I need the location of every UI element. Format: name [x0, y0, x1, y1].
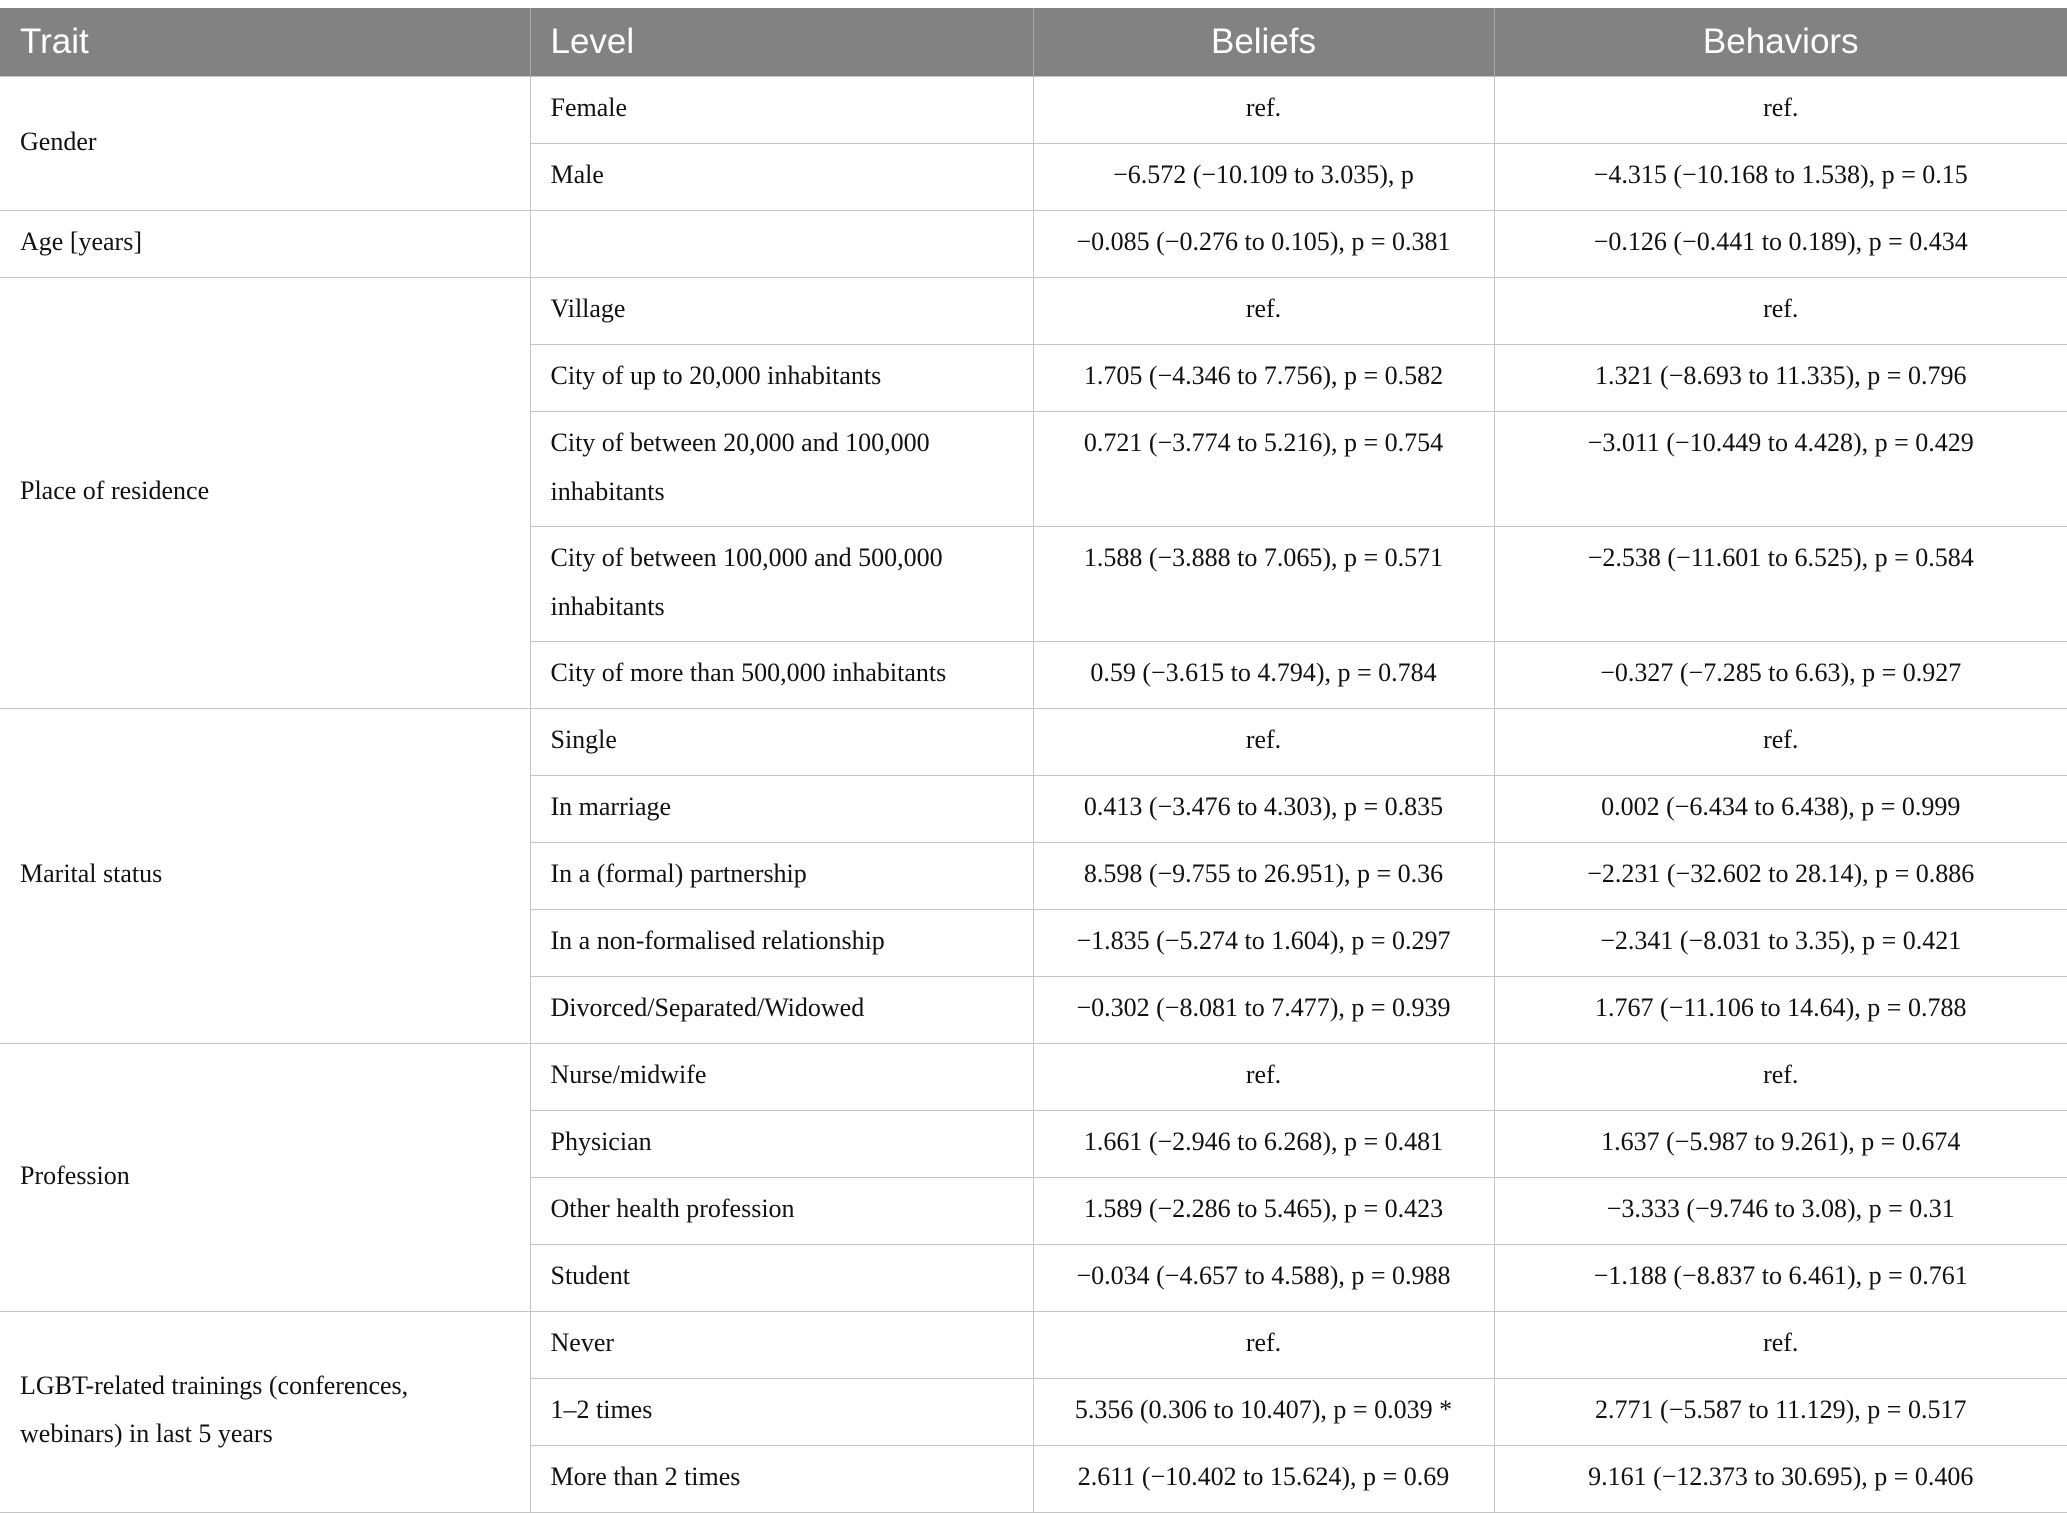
level-cell: City of up to 20,000 inhabitants [530, 345, 1033, 412]
behaviors-cell: 1.637 (−5.987 to 9.261), p = 0.674 [1494, 1111, 2067, 1178]
table-header-row [0, 8, 2067, 77]
beliefs-cell: 1.588 (−3.888 to 7.065), p = 0.571 [1033, 527, 1494, 642]
beliefs-cell: 1.705 (−4.346 to 7.756), p = 0.582 [1033, 345, 1494, 412]
behaviors-cell: ref. [1494, 1312, 2067, 1379]
beliefs-cell: 8.598 (−9.755 to 26.951), p = 0.36 [1033, 843, 1494, 910]
behaviors-cell: −3.333 (−9.746 to 3.08), p = 0.31 [1494, 1178, 2067, 1245]
beliefs-cell: 1.589 (−2.286 to 5.465), p = 0.423 [1033, 1178, 1494, 1245]
behaviors-cell: 2.771 (−5.587 to 11.129), p = 0.517 [1494, 1379, 2067, 1446]
behaviors-cell: ref. [1494, 1044, 2067, 1111]
level-cell: Other health profession [530, 1178, 1033, 1245]
level-cell: Never [530, 1312, 1033, 1379]
behaviors-cell: −2.341 (−8.031 to 3.35), p = 0.421 [1494, 910, 2067, 977]
beliefs-cell: −0.034 (−4.657 to 4.588), p = 0.988 [1033, 1245, 1494, 1312]
behaviors-cell: −4.315 (−10.168 to 1.538), p = 0.15 [1494, 144, 2067, 211]
beliefs-cell: 2.611 (−10.402 to 15.624), p = 0.69 [1033, 1446, 1494, 1513]
trait-cell: Place of residence [0, 278, 530, 709]
beliefs-cell: 1.661 (−2.946 to 6.268), p = 0.481 [1033, 1111, 1494, 1178]
table-row [0, 709, 2067, 776]
beliefs-cell: ref. [1033, 1312, 1494, 1379]
level-cell: Village [530, 278, 1033, 345]
header-trait: Trait [0, 8, 530, 77]
table-row [0, 278, 2067, 345]
level-cell: Physician [530, 1111, 1033, 1178]
behaviors-cell: ref. [1494, 278, 2067, 345]
level-cell: Female [530, 77, 1033, 144]
level-cell: Single [530, 709, 1033, 776]
level-cell: City of more than 500,000 inhabitants [530, 642, 1033, 709]
behaviors-cell: −3.011 (−10.449 to 4.428), p = 0.429 [1494, 412, 2067, 527]
trait-cell: Age [years] [0, 211, 530, 278]
level-cell: Nurse/midwife [530, 1044, 1033, 1111]
level-cell: City of between 20,000 and 100,000 inhabitants [530, 412, 1033, 527]
level-cell: Male [530, 144, 1033, 211]
header-beliefs: Beliefs [1033, 8, 1494, 77]
behaviors-cell: −2.538 (−11.601 to 6.525), p = 0.584 [1494, 527, 2067, 642]
beliefs-cell: −0.085 (−0.276 to 0.105), p = 0.381 [1033, 211, 1494, 278]
beliefs-cell: ref. [1033, 709, 1494, 776]
level-cell [530, 211, 1033, 278]
level-cell: Student [530, 1245, 1033, 1312]
beliefs-cell: 0.413 (−3.476 to 4.303), p = 0.835 [1033, 776, 1494, 843]
table-row [0, 77, 2067, 144]
table-container [0, 8, 2067, 1513]
level-cell: In marriage [530, 776, 1033, 843]
level-cell: City of between 100,000 and 500,000 inhabitants [530, 527, 1033, 642]
level-cell: More than 2 times [530, 1446, 1033, 1513]
table-row [0, 1044, 2067, 1111]
level-cell: In a (formal) partnership [530, 843, 1033, 910]
behaviors-cell: −0.327 (−7.285 to 6.63), p = 0.927 [1494, 642, 2067, 709]
behaviors-cell: −1.188 (−8.837 to 6.461), p = 0.761 [1494, 1245, 2067, 1312]
behaviors-cell: −0.126 (−0.441 to 0.189), p = 0.434 [1494, 211, 2067, 278]
beliefs-cell: 0.721 (−3.774 to 5.216), p = 0.754 [1033, 412, 1494, 527]
behaviors-cell: ref. [1494, 709, 2067, 776]
behaviors-cell: −2.231 (−32.602 to 28.14), p = 0.886 [1494, 843, 2067, 910]
beliefs-cell: ref. [1033, 1044, 1494, 1111]
table-row [0, 211, 2067, 278]
level-cell: In a non-formalised relationship [530, 910, 1033, 977]
behaviors-cell: 9.161 (−12.373 to 30.695), p = 0.406 [1494, 1446, 2067, 1513]
trait-cell: LGBT-related trainings (conferences, webinars) in last 5 years [0, 1312, 530, 1513]
header-level: Level [530, 8, 1033, 77]
behaviors-cell: 1.321 (−8.693 to 11.335), p = 0.796 [1494, 345, 2067, 412]
behaviors-cell: 1.767 (−11.106 to 14.64), p = 0.788 [1494, 977, 2067, 1044]
beliefs-cell: ref. [1033, 77, 1494, 144]
trait-cell: Marital status [0, 709, 530, 1044]
level-cell: 1–2 times [530, 1379, 1033, 1446]
beliefs-cell: −6.572 (−10.109 to 3.035), p [1033, 144, 1494, 211]
regression-results-table [0, 8, 2067, 1513]
beliefs-cell: 5.356 (0.306 to 10.407), p = 0.039 * [1033, 1379, 1494, 1446]
behaviors-cell: ref. [1494, 77, 2067, 144]
header-behaviors: Behaviors [1494, 8, 2067, 77]
behaviors-cell: 0.002 (−6.434 to 6.438), p = 0.999 [1494, 776, 2067, 843]
level-cell: Divorced/Separated/Widowed [530, 977, 1033, 1044]
trait-cell: Gender [0, 77, 530, 211]
beliefs-cell: ref. [1033, 278, 1494, 345]
beliefs-cell: −0.302 (−8.081 to 7.477), p = 0.939 [1033, 977, 1494, 1044]
beliefs-cell: −1.835 (−5.274 to 1.604), p = 0.297 [1033, 910, 1494, 977]
trait-cell: Profession [0, 1044, 530, 1312]
beliefs-cell: 0.59 (−3.615 to 4.794), p = 0.784 [1033, 642, 1494, 709]
table-row [0, 1312, 2067, 1379]
